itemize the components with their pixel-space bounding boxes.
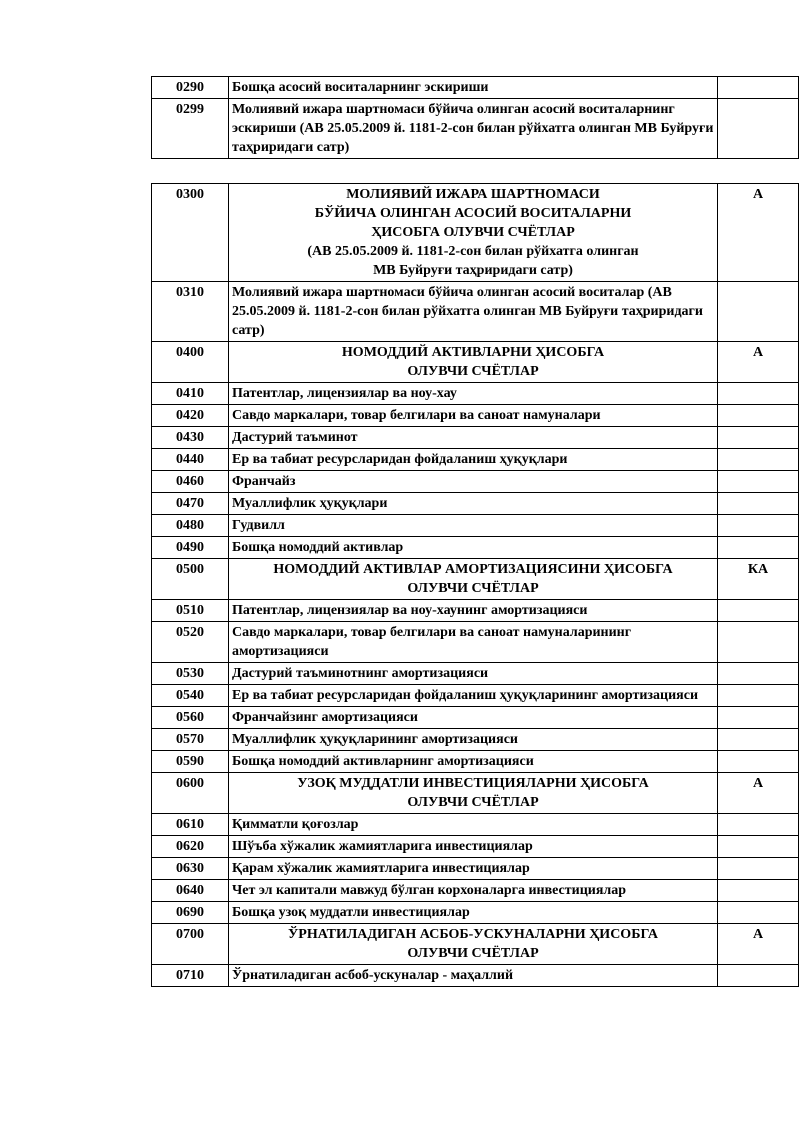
account-row (152, 600, 799, 622)
section-title-line: ОЛУВЧИ СЧЁТЛАР (407, 581, 539, 596)
account-code: 0460 (152, 471, 229, 493)
account-code: 0640 (152, 880, 229, 902)
account-row (152, 685, 799, 707)
account-code: 0600 (152, 773, 229, 814)
account-code: 0500 (152, 559, 229, 600)
account-row (152, 471, 799, 493)
account-name: Бошқа номоддий активлар (229, 537, 718, 559)
account-name: Қарам хўжалик жамиятларига инвестициялар (229, 858, 718, 880)
account-name: Гудвилл (229, 515, 718, 537)
account-row (152, 836, 799, 858)
account-type: А (718, 924, 799, 965)
account-type (718, 515, 799, 537)
account-type (718, 383, 799, 405)
account-row (152, 880, 799, 902)
account-code: 0610 (152, 814, 229, 836)
account-code: 0400 (152, 342, 229, 383)
account-row (152, 515, 799, 537)
account-name: Ер ва табиат ресурсларидан фойдаланиш ҳуқуқларининг амортизацияси (229, 685, 718, 707)
section-title-line: ҲИСОБГА ОЛУВЧИ СЧЁТЛАР (371, 225, 575, 240)
account-row (152, 537, 799, 559)
account-code: 0470 (152, 493, 229, 515)
account-name: Франчайзинг амортизацияси (229, 707, 718, 729)
accounts-table-continued (151, 76, 799, 159)
section-title-line: МВ Буйруғи таҳриридаги сатр) (373, 263, 573, 278)
section-title (229, 773, 718, 814)
section-title (229, 184, 718, 282)
account-name: Муаллифлик ҳуқуқлари (229, 493, 718, 515)
section-title-line: ОЛУВЧИ СЧЁТЛАР (407, 795, 539, 810)
account-row (152, 902, 799, 924)
account-name: Бошқа номоддий активларнинг амортизацияси (229, 751, 718, 773)
account-code: 0440 (152, 449, 229, 471)
account-row (152, 77, 799, 99)
account-code: 0520 (152, 622, 229, 663)
account-row (152, 814, 799, 836)
account-row (152, 707, 799, 729)
section-header-row (152, 184, 799, 282)
account-type (718, 729, 799, 751)
section-title-line: БЎЙИЧА ОЛИНГАН АСОСИЙ ВОСИТАЛАРНИ (314, 206, 632, 221)
account-code: 0700 (152, 924, 229, 965)
account-name: Чет эл капитали мавжуд бўлган корхоналарга инвестициялар (229, 880, 718, 902)
section-title-line: НОМОДДИЙ АКТИВЛАРНИ ҲИСОБГА (341, 345, 605, 360)
account-type (718, 600, 799, 622)
account-code: 0410 (152, 383, 229, 405)
account-row (152, 622, 799, 663)
account-type (718, 471, 799, 493)
account-name: Қимматли қоғозлар (229, 814, 718, 836)
section-header-row (152, 342, 799, 383)
account-name: Савдо маркалари, товар белгилари ва саноат намуналарининг амортизацияси (229, 622, 718, 663)
account-code: 0430 (152, 427, 229, 449)
account-code: 0480 (152, 515, 229, 537)
account-type (718, 707, 799, 729)
section-header-row (152, 924, 799, 965)
account-row (152, 965, 799, 987)
account-code: 0299 (152, 99, 229, 159)
account-code: 0710 (152, 965, 229, 987)
account-type (718, 685, 799, 707)
account-code: 0620 (152, 836, 229, 858)
section-title-line: ЎРНАТИЛАДИГАН АСБОБ-УСКУНАЛАРНИ ҲИСОБГА (288, 927, 658, 942)
account-name: Молиявий ижара шартномаси бўйича олинган асосий воситаларнинг эскириши (АВ 25.05.2009 й. 1181-2-сон билан рўйхатга олинган МВ Буйруғи таҳриридаги сатр) (229, 99, 718, 159)
account-name: Шўъба хўжалик жамиятларига инвестициялар (229, 836, 718, 858)
account-name: Дастурий таъминот (229, 427, 718, 449)
account-row (152, 751, 799, 773)
account-name: Дастурий таъминотнинг амортизацияси (229, 663, 718, 685)
account-type (718, 282, 799, 342)
section-title (229, 559, 718, 600)
account-type (718, 537, 799, 559)
account-name: Ўрнатиладиган асбоб-ускуналар - маҳаллий (229, 965, 718, 987)
account-code: 0690 (152, 902, 229, 924)
account-row (152, 729, 799, 751)
account-type (718, 99, 799, 159)
account-row (152, 405, 799, 427)
account-code: 0540 (152, 685, 229, 707)
account-type (718, 751, 799, 773)
account-row (152, 493, 799, 515)
account-type (718, 493, 799, 515)
section-title-line: УЗОҚ МУДДАТЛИ ИНВЕСТИЦИЯЛАРНИ ҲИСОБГА (297, 776, 649, 791)
account-code: 0510 (152, 600, 229, 622)
section-title (229, 924, 718, 965)
account-type (718, 77, 799, 99)
account-row (152, 383, 799, 405)
section-header-row (152, 559, 799, 600)
account-name: Патентлар, лицензиялар ва ноу-хаунинг амортизацияси (229, 600, 718, 622)
account-code: 0290 (152, 77, 229, 99)
account-code: 0570 (152, 729, 229, 751)
section-header-row (152, 773, 799, 814)
accounts-table (151, 183, 799, 987)
account-type (718, 902, 799, 924)
account-row (152, 282, 799, 342)
account-type (718, 427, 799, 449)
account-name: Муаллифлик ҳуқуқларининг амортизацияси (229, 729, 718, 751)
section-title-line: МОЛИЯВИЙ ИЖАРА ШАРТНОМАСИ (346, 187, 600, 202)
account-name: Савдо маркалари, товар белгилари ва саноат намуналари (229, 405, 718, 427)
account-name: Молиявий ижара шартномаси бўйича олинган асосий воситалар (АВ 25.05.2009 й. 1181-2-сон билан рўйхатга олинган МВ Буйруғи таҳриридаги сатр) (229, 282, 718, 342)
account-code: 0560 (152, 707, 229, 729)
account-type (718, 449, 799, 471)
account-row (152, 663, 799, 685)
account-code: 0590 (152, 751, 229, 773)
section-title-line: ОЛУВЧИ СЧЁТЛАР (407, 946, 539, 961)
account-type: А (718, 184, 799, 282)
account-code: 0630 (152, 858, 229, 880)
account-type: А (718, 773, 799, 814)
account-code: 0310 (152, 282, 229, 342)
section-title-line: ОЛУВЧИ СЧЁТЛАР (407, 364, 539, 379)
account-type (718, 880, 799, 902)
account-type (718, 814, 799, 836)
account-code: 0490 (152, 537, 229, 559)
account-type (718, 405, 799, 427)
section-title (229, 342, 718, 383)
account-name: Бошқа асосий воситаларнинг эскириши (229, 77, 718, 99)
account-code: 0300 (152, 184, 229, 282)
account-type (718, 858, 799, 880)
account-row (152, 99, 799, 159)
account-type (718, 836, 799, 858)
section-title-line: НОМОДДИЙ АКТИВЛАР АМОРТИЗАЦИЯСИНИ ҲИСОБГА (273, 562, 673, 577)
account-row (152, 858, 799, 880)
account-code: 0530 (152, 663, 229, 685)
section-title-line: (АВ 25.05.2009 й. 1181-2-сон билан рўйхатга олинган (307, 244, 639, 259)
account-name: Ер ва табиат ресурсларидан фойдаланиш ҳуқуқлари (229, 449, 718, 471)
account-row (152, 449, 799, 471)
account-name: Бошқа узоқ муддатли инвестициялар (229, 902, 718, 924)
account-type: КА (718, 559, 799, 600)
account-row (152, 427, 799, 449)
account-type (718, 965, 799, 987)
account-type (718, 622, 799, 663)
account-type (718, 663, 799, 685)
account-code: 0420 (152, 405, 229, 427)
account-type: А (718, 342, 799, 383)
account-name: Франчайз (229, 471, 718, 493)
account-name: Патентлар, лицензиялар ва ноу-хау (229, 383, 718, 405)
